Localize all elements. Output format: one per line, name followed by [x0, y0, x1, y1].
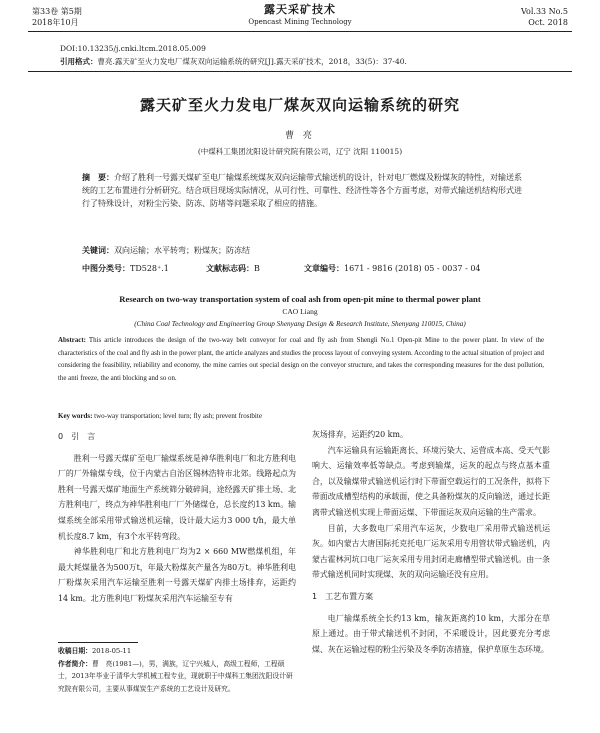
- running-header: [28, 4, 572, 30]
- clc-value: TD528⁺.1: [130, 264, 169, 273]
- bio-label: 作者简介：: [58, 659, 92, 668]
- header-date-cn: 2018年10月: [32, 18, 79, 27]
- footnote-rule: [58, 642, 138, 643]
- keywords-cn-label: 关键词：: [82, 246, 114, 255]
- abstract-cn-label: 摘 要：: [82, 173, 114, 182]
- article-title-cn: 露天矿至火力发电厂煤灰双向运输系统的研究: [139, 96, 460, 114]
- header-date-en: Oct. 2018: [528, 18, 568, 27]
- affiliation-cn: (中煤科工集团沈阳设计研究院有限公司，辽宁 沈阳 110015): [197, 147, 403, 156]
- abstract-cn: [82, 171, 522, 210]
- clc-label: 中图分类号：: [82, 264, 130, 273]
- body-paragraph: 目前，大多数电厂采用汽车运灰，少数电厂采用带式输送机运灰。如内蒙古大唐国际托克托电厂运灰采用专用管状带式输送机，内蒙古霍林河坑口电厂运灰采用专用封闭走廊槽型带式输送机。由一条带式输送机同时实现煤、灰的双向运输还没有应用。: [312, 523, 550, 580]
- keywords-en-label: Key words:: [58, 412, 93, 420]
- journal-name-en: Opencast Mining Technology: [248, 18, 352, 26]
- body-column-right: [312, 427, 550, 657]
- article-number-label: 文章编号：: [304, 264, 344, 273]
- article-number-value: 1671 - 9816 (2018) 05 - 0037 - 04: [344, 264, 481, 273]
- article-title-en: Research on two-way transportation system of coal ash from open-pit mine to thermal power plant: [119, 294, 481, 304]
- doc-code-value: B: [254, 264, 260, 273]
- author-en: CAO Liang: [282, 307, 318, 316]
- affiliation-en: (China Coal Technology and Engineering Group Shenyang Design & Research Institute, Shenyang 110015, China): [134, 320, 466, 328]
- received-value: 2018-05-11: [91, 647, 132, 655]
- abstract-en-text: This article introduces the design of the two-way belt conveyor for coal and fly ash from Shengli No.1 Open-pit Mine to the power plant. In view of the characteristics of the coal and fly ash in the power plant, the article analyzes and studies the process layout of conveying system. According to the actual situation of project and considering the feasibility, reliability and economy, the mine carries out special design on the conveyor structure, and takes the corresponding measures for the dust pollution, the anti freeze, the anti blocking and so on.: [58, 337, 544, 382]
- meta-rule: [28, 71, 572, 72]
- section-heading-introduction: 0 引 言: [58, 432, 96, 441]
- header-volume-issue: 第33卷 第5期: [32, 7, 82, 16]
- abstract-en-label: Abstract:: [58, 337, 86, 344]
- received-label: 收稿日期：: [58, 647, 92, 655]
- author-cn: 曹 亮: [285, 131, 315, 141]
- doi: DOI:10.13235/j.cnki.ltcm.2018.05.009: [60, 44, 206, 53]
- citation-line: [60, 57, 560, 67]
- header-vol-no: Vol.33 No.5: [521, 7, 568, 16]
- doi-line: [60, 44, 560, 54]
- doc-code-label: 文献标志码：: [206, 264, 254, 273]
- keywords-en-text: two-way transportation; level turn; fly ash; prevent frostbite: [94, 412, 262, 420]
- doc-code-group: [206, 263, 260, 275]
- body-paragraph: 神华胜利电厂和北方胜利电厂均为2 × 660 MW燃煤机组，年最大耗煤量各为500万t，年最大粉煤灰产量各为80万t。神华胜利电厂粉煤灰采用汽车运输至胜利一号露天煤矿内排土场排弃，运距约14 km。北方胜利电厂粉煤灰采用汽车运输至专有: [58, 547, 296, 603]
- author-bio: [58, 658, 296, 696]
- bio-text: 曹 亮(1981—)，男，满族，辽宁兴城人，高级工程师，工程硕士，2013年毕业于清华大学机械工程专业，现就职于中煤科工集团沈阳设计研究院有限公司，主要从事煤炭生产系统的工艺设计及研究。: [58, 659, 293, 693]
- keywords-cn: [82, 245, 522, 257]
- citation-text: 曹亮.露天矿至火力发电厂煤灰双向运输系统的研究[J].露天采矿技术，2018，33(5)：37-40.: [97, 57, 407, 66]
- keywords-cn-text: 双向运输；水平转弯；粉煤灰；防冻结: [114, 246, 250, 255]
- abstract-cn-text: 介绍了胜利一号露天煤矿至电厂输煤系统煤灰双向运输带式输送机的设计，针对电厂燃煤及粉煤灰的特性，对输送系统的工艺布置进行分析研究。结合项目现场实际情况，从可行性、可靠性、经济性等各个方面考虑，对带式输送机结构形式进行了特殊设计，对粉尘污染、防冻、防堵等问题采取了相应的措施。: [82, 173, 522, 208]
- article-number-group: [304, 263, 481, 275]
- citation-label: 引用格式：: [60, 57, 98, 66]
- body-paragraph: 胜利一号露天煤矿至电厂输煤系统是神华胜利电厂和北方胜利电厂的厂外输煤专线，位于内蒙古自治区锡林浩特市北郊。线路起点为胜利一号露天煤矿地面生产系统筛分破碎间，途经露天矿排土场、北方胜利电厂，终点为神华胜利电厂厂外储煤仓，总长度约13 km。输煤系统全部采用带式输送机运输，设计最大运力3 000 t/h，最大单机长度8.7 km，有3个水平转弯段。: [58, 453, 296, 541]
- section-heading-process-layout: 1 工艺布置方案: [312, 591, 374, 601]
- header-volume-en: [521, 6, 568, 28]
- body-paragraph: 电厂输煤系统全长约13 km，输灰距离约10 km，大部分在草原上通过。由于带式输送机不封闭，不采暖设计，因此要充分考虑煤、灰在运输过程的粉尘污染及冬季防冻措施，保护草原生态环境。: [312, 613, 550, 654]
- clc-group: [82, 263, 169, 275]
- body-paragraph-continued: 灰场排弃，运距约20 km。: [312, 430, 408, 439]
- keywords-en: [58, 411, 544, 422]
- header-journal: [28, 4, 572, 28]
- abstract-en: [58, 335, 544, 385]
- received-date: [58, 645, 296, 658]
- header-rule: [28, 31, 572, 32]
- footnote: [58, 645, 296, 695]
- body-column-left: [58, 427, 296, 607]
- body-paragraph: 汽车运输具有运输距离长、环境污染大、运营成本高、受天气影响大、运输效率低等缺点。考虑到输煤，运灰的起点与终点基本重合，以及输煤带式输送机运行时下带面空载运行的工况条件，拟将下带面改成槽型结构的承载面，使之具备粉煤灰的反向输送，通过长距离带式输送机实现上带面运煤、下带面运灰双向运输的生产需求。: [312, 445, 550, 517]
- journal-name-cn: 露天采矿技术: [264, 3, 336, 16]
